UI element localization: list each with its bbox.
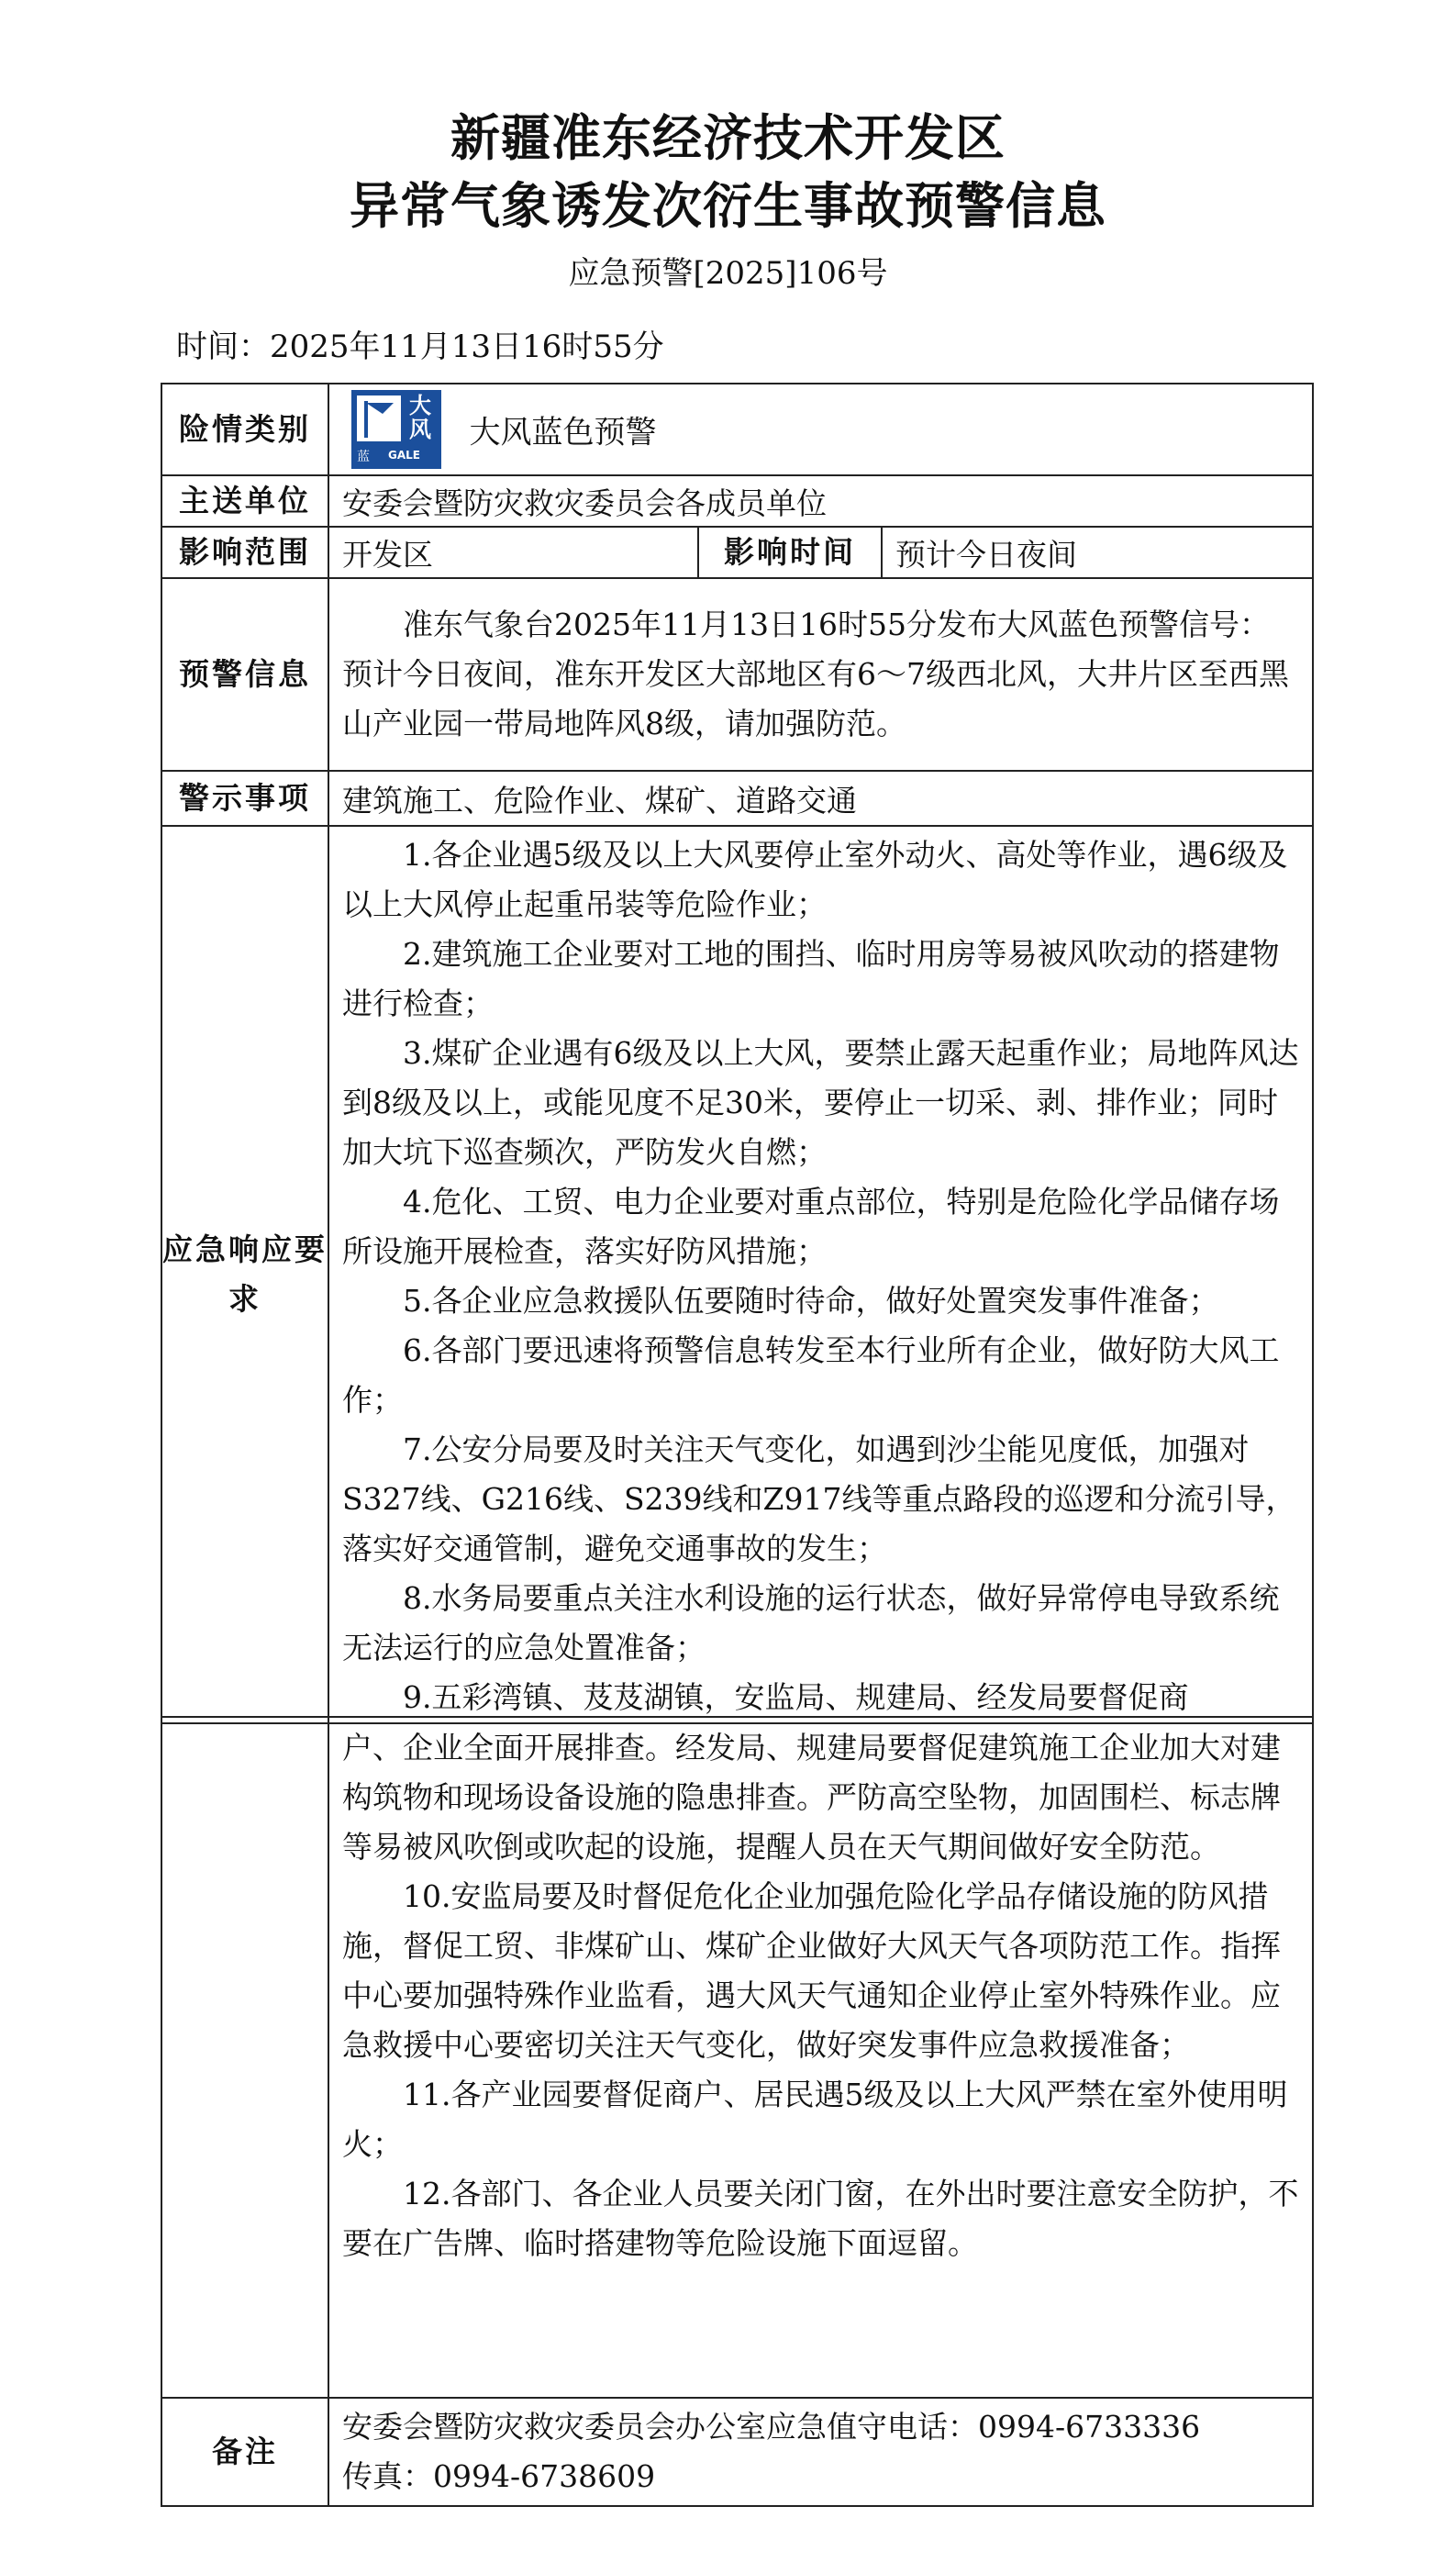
scope-value: 开发区: [328, 527, 698, 578]
response-item: 3.煤矿企业遇有6级及以上大风，要禁止露天起重作业；局地阵风达到8级及以上，或能见度不足30米，要停止一切采、剥、排作业；同时加大坑下巡查频次，严防发火自燃；: [342, 1035, 1299, 1170]
response-row: [161, 826, 1313, 1723]
remarks-label: 备注: [161, 2398, 328, 2506]
response-item: 7.公安分局要及时关注天气变化，如遇到沙尘能见度低，加强对S327线、G216线、S239线和Z917线等重点路段的巡逻和分流引导，落实好交通管制，避免交通事故的发生；: [342, 1431, 1296, 1566]
response-item: 2.建筑施工企业要对工地的围挡、临时用房等易被风吹动的搭建物进行检查；: [342, 936, 1280, 1021]
risk-type-label: 险情类别: [161, 384, 328, 475]
impact-time-label: 影响时间: [698, 527, 882, 578]
warning-table-continued: [161, 1716, 1314, 2507]
warning-table: [161, 383, 1314, 1724]
recipients-row: [161, 475, 1313, 527]
document-title-line2: 异常气象诱发次衍生事故预警信息: [350, 177, 1106, 235]
response-item: 4.危化、工贸、电力企业要对重点部位，特别是危险化学品储存场所设施开展检查，落实好防风措施；: [342, 1184, 1280, 1269]
recipients-value: 安委会暨防灾救灾委员会各成员单位: [328, 475, 1313, 527]
remarks-fax: 传真：0994-6738609: [342, 2458, 656, 2494]
scope-row: [161, 527, 1313, 578]
response-item: 户、企业全面开展排查。经发局、规建局要督促建筑施工企业加大对建构筑物和现场设备设施的隐患排查。严防高空坠物，加固围栏、标志牌等易被风吹倒或吹起的设施，提醒人员在天气期间做好安全防范。: [342, 1730, 1281, 1865]
alert-items-label: 警示事项: [161, 771, 328, 826]
alert-items-row: [161, 771, 1313, 826]
icon-gale-label: GALE: [388, 449, 420, 462]
remarks-row: [161, 2398, 1313, 2506]
risk-type-value: 大风蓝色预警: [469, 414, 657, 451]
response-continued-label: [161, 1717, 328, 2398]
response-label-text: 应急响应要求: [162, 1231, 328, 1317]
warning-info-text: 准东气象台2025年11月13日16时55分发布大风蓝色预警信号：预计今日夜间，准东开发区大部地区有6～7级西北风，大井片区至西黑山产业园一带局地阵风8级，请加强防范。: [342, 607, 1289, 741]
response-label: [161, 826, 328, 1723]
response-item: 11.各产业园要督促商户、居民遇5级及以上大风严禁在室外使用明火；: [342, 2077, 1288, 2162]
icon-char-top: 大: [409, 393, 431, 418]
recipients-label: 主送单位: [161, 475, 328, 527]
warning-info-row: [161, 578, 1313, 771]
icon-color-label: 蓝: [357, 450, 370, 464]
response-item: 8.水务局要重点关注水利设施的运行状态，做好异常停电导致系统无法运行的应急处置准备；: [342, 1580, 1280, 1665]
alert-items-value: 建筑施工、危险作业、煤矿、道路交通: [328, 771, 1313, 826]
warning-info-label: 预警信息: [161, 578, 328, 771]
response-item: 1.各企业遇5级及以上大风要停止室外动火、高处等作业，遇6级及以上大风停止起重吊装等危险作业；: [342, 837, 1288, 922]
response-item: 12.各部门、各企业人员要关闭门窗，在外出时要注意安全防护，不要在广告牌、临时搭建物等危险设施下面逗留。: [342, 2176, 1299, 2261]
response-item: 6.各部门要迅速将预警信息转发至本行业所有企业，做好防大风工作；: [342, 1332, 1280, 1418]
response-item: 5.各企业应急救援队伍要随时待命，做好处置突发事件准备；: [403, 1283, 1219, 1319]
scope-label: 影响范围: [161, 527, 328, 578]
response-item: 9.五彩湾镇、芨芨湖镇，安监局、规建局、经发局要督促商: [403, 1679, 1189, 1715]
remarks-phone: 安委会暨防灾救灾委员会办公室应急值守电话：0994-6733336: [342, 2409, 1201, 2445]
document-title-line1: 新疆准东经济技术开发区: [450, 109, 1006, 167]
document-number: 应急预警[2025]106号: [568, 255, 888, 292]
risk-type-cell: [328, 384, 1313, 475]
icon-char-bottom: 风: [409, 417, 431, 442]
risk-type-row: [161, 384, 1313, 475]
impact-time-value: 预计今日夜间: [882, 527, 1313, 578]
issue-time: 时间：2025年11月13日16时55分: [176, 329, 664, 365]
response-continued-row: [161, 1717, 1313, 2398]
gale-blue-warning-icon: [351, 390, 441, 469]
response-item: 10.安监局要及时督促危化企业加强危险化学品存储设施的防风措施，督促工贸、非煤矿山、煤矿企业做好大风天气各项防范工作。指挥中心要加强特殊作业监看，遇大风天气通知企业停止室外特殊作业。应急救援中心要密切关注天气变化，做好突发事件应急救援准备；: [342, 1878, 1281, 2063]
